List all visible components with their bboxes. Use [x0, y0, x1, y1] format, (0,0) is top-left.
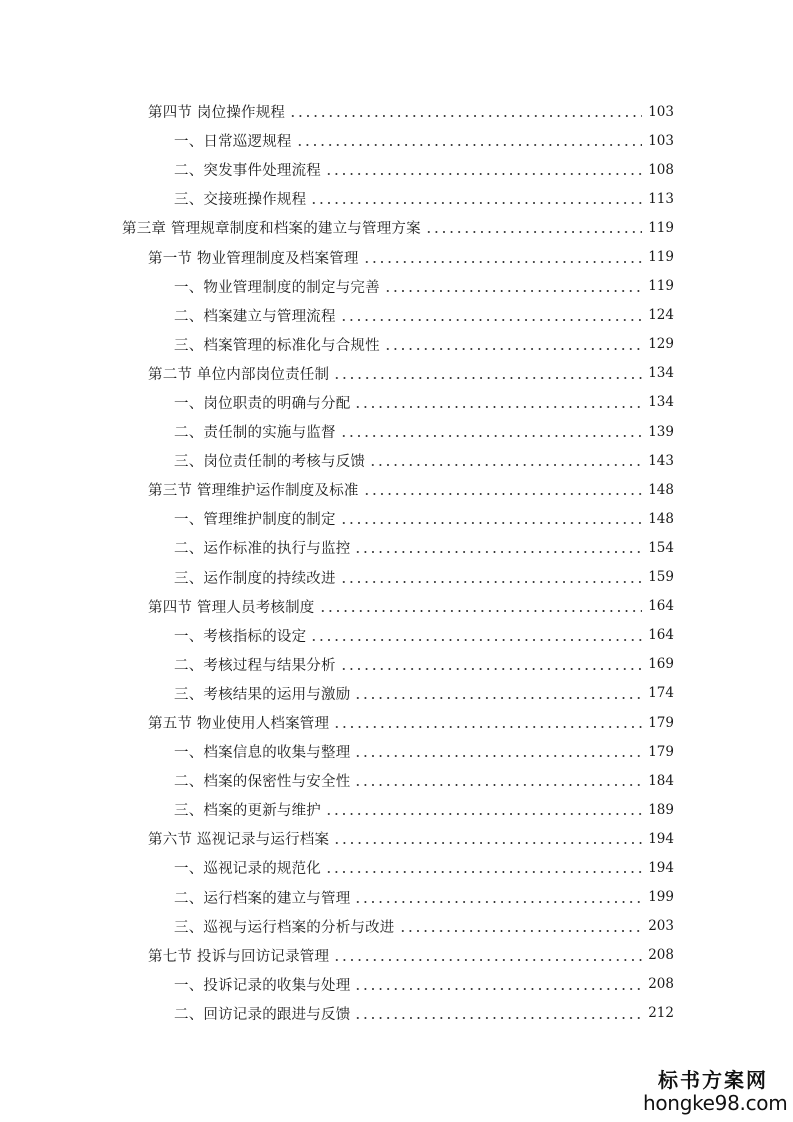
toc-subsection-entry[interactable]	[0, 970, 793, 999]
toc-page-number: 103	[648, 103, 674, 120]
toc-page-number: 174	[648, 685, 674, 702]
toc-subsection-entry[interactable]	[0, 533, 793, 562]
toc-dot-leader	[354, 784, 642, 786]
toc-subsection-entry[interactable]	[0, 272, 793, 301]
toc-entry-title: 二、运作标准的执行与监控	[174, 541, 351, 558]
toc-subsection-entry[interactable]	[0, 388, 793, 417]
toc-subsection-entry[interactable]	[0, 621, 793, 650]
toc-chapter-entry[interactable]	[0, 213, 793, 242]
toc-page-number: 143	[648, 452, 674, 469]
toc-dot-leader	[325, 173, 642, 175]
toc-page-number: 164	[648, 598, 674, 615]
toc-dot-leader	[363, 493, 643, 495]
toc-subsection-entry[interactable]	[0, 155, 793, 184]
toc-entry-title: 第二节 单位内部岗位责任制	[148, 366, 330, 383]
toc-page-number: 148	[648, 481, 674, 498]
toc-subsection-entry[interactable]	[0, 330, 793, 359]
toc-page-number: 164	[648, 627, 674, 644]
watermark-url: hongke98.com	[643, 1091, 788, 1115]
toc-subsection-entry[interactable]	[0, 504, 793, 533]
toc-dot-leader	[384, 290, 642, 292]
watermark-name: 标书方案网	[658, 1068, 768, 1092]
toc-subsection-entry[interactable]	[0, 795, 793, 824]
toc-dot-leader	[296, 144, 643, 146]
toc-entry-title: 一、巡视记录的规范化	[174, 861, 321, 878]
toc-entry-title: 第三节 管理维护运作制度及标准	[148, 483, 359, 500]
toc-subsection-entry[interactable]	[0, 126, 793, 155]
toc-subsection-entry[interactable]	[0, 853, 793, 882]
toc-page-number: 119	[648, 219, 674, 236]
toc-page-number: 134	[648, 394, 674, 411]
toc-section-entry[interactable]	[0, 708, 793, 737]
toc-subsection-entry[interactable]	[0, 737, 793, 766]
toc-subsection-entry[interactable]	[0, 650, 793, 679]
toc-entry-title: 二、档案建立与管理流程	[174, 308, 336, 325]
toc-page-number: 179	[648, 714, 674, 731]
toc-section-entry[interactable]	[0, 242, 793, 271]
toc-dot-leader	[425, 231, 642, 233]
toc-dot-leader	[363, 261, 643, 263]
toc-entry-title: 三、档案管理的标准化与合规性	[174, 337, 380, 354]
toc-entry-title: 一、日常巡逻规程	[174, 134, 292, 151]
toc-dot-leader	[369, 464, 642, 466]
toc-page-number: 108	[648, 161, 674, 178]
toc-subsection-entry[interactable]	[0, 301, 793, 330]
toc-dot-leader	[340, 581, 643, 583]
toc-dot-leader	[333, 377, 642, 379]
toc-page-number: 134	[648, 365, 674, 382]
toc-page-number: 194	[648, 859, 674, 876]
toc-dot-leader	[340, 668, 643, 670]
toc-entry-title: 二、责任制的实施与监督	[174, 425, 336, 442]
toc-entry-title: 第七节 投诉与回访记录管理	[148, 948, 330, 965]
toc-entry-title: 二、考核过程与结果分析	[174, 657, 336, 674]
toc-entry-title: 第六节 巡视记录与运行档案	[148, 832, 330, 849]
toc-subsection-entry[interactable]	[0, 446, 793, 475]
toc-page-number: 194	[648, 830, 674, 847]
toc-dot-leader	[289, 115, 642, 117]
toc-page-number: 169	[648, 656, 674, 673]
toc-page-number: 208	[648, 976, 674, 993]
toc-entry-title: 一、投诉记录的收集与处理	[174, 977, 351, 994]
toc-dot-leader	[384, 348, 642, 350]
toc-entry-title: 一、管理维护制度的制定	[174, 512, 336, 529]
toc-entry-title: 三、岗位责任制的考核与反馈	[174, 454, 366, 471]
toc-dot-leader	[333, 842, 642, 844]
toc-subsection-entry[interactable]	[0, 883, 793, 912]
toc-page-number: 119	[648, 249, 674, 266]
toc-section-entry[interactable]	[0, 359, 793, 388]
toc-subsection-entry[interactable]	[0, 679, 793, 708]
toc-subsection-entry[interactable]	[0, 184, 793, 213]
toc-dot-leader	[310, 639, 642, 641]
toc-dot-leader	[340, 522, 643, 524]
toc-section-entry[interactable]	[0, 941, 793, 970]
toc-entry-title: 第四节 岗位操作规程	[148, 105, 286, 122]
toc-entry-title: 二、突发事件处理流程	[174, 163, 321, 180]
toc-page-number: 203	[648, 918, 674, 935]
toc-entry-title: 第四节 管理人员考核制度	[148, 599, 315, 616]
toc-page-number: 179	[648, 743, 674, 760]
toc-dot-leader	[354, 551, 642, 553]
toc-dot-leader	[333, 726, 642, 728]
toc-entry-title: 一、考核指标的设定	[174, 628, 307, 645]
toc-page-number: 139	[648, 423, 674, 440]
toc-dot-leader	[333, 959, 642, 961]
toc-page-number: 154	[648, 539, 674, 556]
toc-entry-title: 第一节 物业管理制度及档案管理	[148, 250, 359, 267]
toc-subsection-entry[interactable]	[0, 766, 793, 795]
toc-page-number: 113	[648, 190, 674, 207]
toc-page-number: 208	[648, 947, 674, 964]
toc-entry-title: 第五节 物业使用人档案管理	[148, 716, 330, 733]
toc-dot-leader	[340, 319, 643, 321]
toc-dot-leader	[354, 1017, 642, 1019]
toc-dot-leader	[354, 901, 642, 903]
toc-entry-title: 三、巡视与运行档案的分析与改进	[174, 919, 395, 936]
toc-page-number: 103	[648, 132, 674, 149]
toc-entry-title: 二、运行档案的建立与管理	[174, 890, 351, 907]
toc-entry-title: 二、回访记录的跟进与反馈	[174, 1006, 351, 1023]
toc-dot-leader	[354, 697, 642, 699]
toc-dot-leader	[340, 435, 643, 437]
toc-page-number: 119	[648, 278, 674, 295]
toc-dot-leader	[354, 755, 642, 757]
toc-entry-title: 一、岗位职责的明确与分配	[174, 395, 351, 412]
toc-dot-leader	[319, 610, 643, 612]
toc-entry-title: 三、考核结果的运用与激励	[174, 686, 351, 703]
toc-subsection-entry[interactable]	[0, 912, 793, 941]
toc-entry-title: 三、运作制度的持续改进	[174, 570, 336, 587]
toc-dot-leader	[325, 871, 642, 873]
watermark-logo	[643, 1068, 788, 1115]
toc-page-number: 124	[648, 307, 674, 324]
toc-entry-title: 三、交接班操作规程	[174, 192, 307, 209]
toc-page-number: 159	[648, 569, 674, 586]
toc-section-entry[interactable]	[0, 97, 793, 126]
toc-subsection-entry[interactable]	[0, 999, 793, 1028]
toc-subsection-entry[interactable]	[0, 417, 793, 446]
toc-page-number: 129	[648, 336, 674, 353]
toc-dot-leader	[325, 813, 642, 815]
toc-entry-title: 二、档案的保密性与安全性	[174, 774, 351, 791]
toc-entry-title: 一、物业管理制度的制定与完善	[174, 279, 380, 296]
toc-dot-leader	[310, 202, 642, 204]
toc-page-number: 212	[648, 1005, 674, 1022]
toc-entry-title: 第三章 管理规章制度和档案的建立与管理方案	[122, 221, 421, 238]
toc-dot-leader	[354, 988, 642, 990]
toc-section-entry[interactable]	[0, 475, 793, 504]
toc-entry-title: 三、档案的更新与维护	[174, 803, 321, 820]
toc-page-number: 148	[648, 510, 674, 527]
toc-entry-title: 一、档案信息的收集与整理	[174, 745, 351, 762]
toc-section-entry[interactable]	[0, 592, 793, 621]
toc-subsection-entry[interactable]	[0, 563, 793, 592]
table-of-contents	[0, 97, 793, 1028]
toc-dot-leader	[354, 406, 642, 408]
toc-section-entry[interactable]	[0, 824, 793, 853]
toc-page-number: 189	[648, 801, 674, 818]
toc-page-number: 184	[648, 772, 674, 789]
toc-dot-leader	[399, 930, 643, 932]
toc-page-number: 199	[648, 889, 674, 906]
